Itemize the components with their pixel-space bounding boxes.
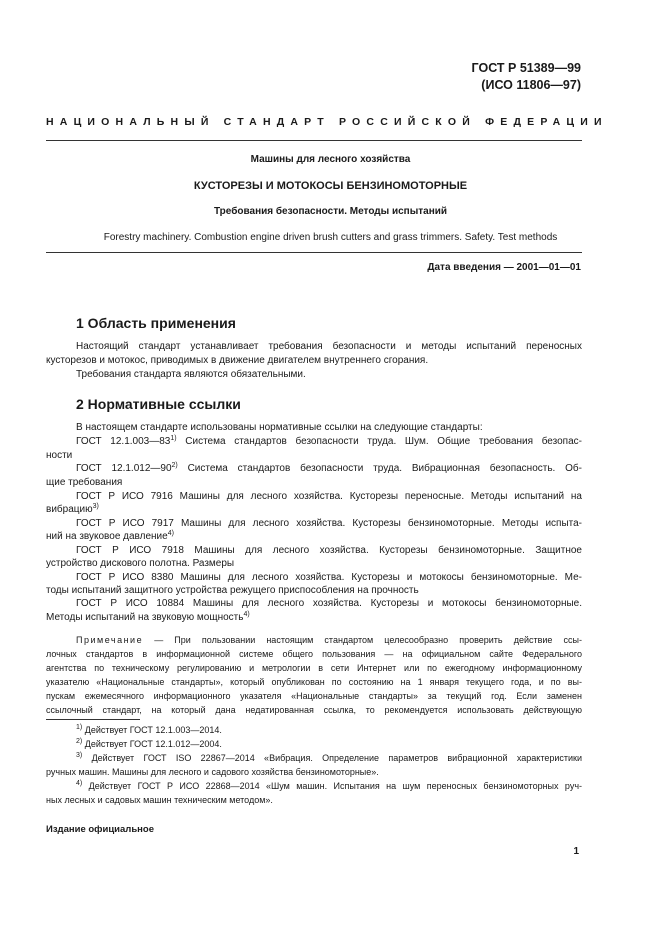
reference-line: ГОСТ 12.1.003—83$^{1)}$ Система стандартов безопасности труда. Шум. Общие требования безопас-: [76, 435, 582, 447]
note-line: Примечание — При пользовании настоящим стандартом целесообразно проверить действие ссы-: [76, 635, 582, 645]
reference-line: ГОСТ Р ИСО 10884 Машины для лесного хозяйства. Кусторезы и мотокосы бензиномоторные.: [76, 598, 582, 609]
reference-line: ности: [46, 450, 73, 461]
group-title: Машины для лесного хозяйства: [250, 154, 411, 165]
section-1-heading: 1 Область применения: [76, 315, 236, 331]
reference-line: щие требования: [46, 477, 123, 488]
national-standard-title: НАЦИОНАЛЬНЫЙ СТАНДАРТ РОССИЙСКОЙ ФЕДЕРАЦИИ: [46, 116, 608, 128]
reference-line: ГОСТ Р ИСО 7918 Машины для лесного хозяйства. Кусторезы бензиномоторные. Защитное: [76, 545, 582, 556]
iso-code: (ИСО 11806—97): [481, 78, 581, 92]
footnote-rule: [46, 719, 140, 720]
footnote-1: $^{1)}$ Действует ГОСТ 12.1.003—2014.: [76, 724, 222, 735]
footnote-3-line: $^{3)}$ Действует ГОСТ ISO 22867—2014 «Вибрация. Определение параметров вибрационной характеристики: [76, 752, 582, 763]
reference-line: устройство дискового полотна. Размеры: [46, 558, 235, 569]
note-line: ссылочный стандарт, на который дана недатированная ссылка, то рекомендуется использовать действующую: [46, 705, 582, 715]
note-line: агентства по техническому регулированию и метрологии в сети Интернет или по ежегодному информационному: [46, 663, 582, 673]
references-intro: В настоящем стандарте использованы нормативные ссылки на следующие стандарты:: [76, 422, 483, 433]
standard-code: ГОСТ Р 51389—99: [471, 61, 581, 75]
note-line: указателю «Национальные стандарты», который опубликован по состоянию на 1 января текущего года, и по вы-: [46, 677, 582, 687]
reference-line: ГОСТ Р ИСО 7917 Машины для лесного хозяйства. Кусторезы бензиномоторные. Методы испыта-: [76, 518, 582, 529]
reference-line: ГОСТ Р ИСО 7916 Машины для лесного хозяйства. Кусторезы переносные. Методы испытаний на: [76, 491, 582, 502]
note-line: лочных стандартов в информационной системе общего пользования — на официальном сайте Федерального: [46, 649, 582, 659]
section-1-para-line: Настоящий стандарт устанавливает требования безопасности и методы испытаний переносных: [76, 341, 582, 352]
footnote-4-line: ных лесных и садовых машин техническим методом».: [46, 795, 273, 805]
section-1-para-line: кусторезов и мотокос, приводимых в движение двигателем внутреннего сгорания.: [46, 355, 429, 366]
reference-line: вибрацию$^{3)}$: [46, 503, 99, 515]
section-1-para-2: Требования стандарта являются обязательными.: [76, 369, 306, 380]
edition-label: Издание официальное: [46, 824, 154, 835]
footnote-2: $^{2)}$ Действует ГОСТ 12.1.012—2004.: [76, 738, 222, 749]
english-title: Forestry machinery. Combustion engine driven brush cutters and grass trimmers. Safety. Test methods: [103, 232, 558, 243]
header-rule: [46, 140, 582, 141]
main-title: КУСТОРЕЗЫ И МОТОКОСЫ БЕНЗИНОМОТОРНЫЕ: [193, 180, 468, 192]
section-2-heading: 2 Нормативные ссылки: [76, 396, 241, 412]
footnote-4-line: $^{4)}$ Действует ГОСТ Р ИСО 22868—2014 «Шум машин. Испытания на шум переносных бензиномоторных руч-: [76, 780, 582, 791]
subtitle: Требования безопасности. Методы испытаний: [213, 206, 448, 217]
title-rule: [46, 252, 582, 253]
page-number: 1: [573, 846, 579, 857]
reference-line: ний на звуковое давление$^{4)}$: [46, 530, 174, 542]
note-line: пускам ежемесячного информационного указателя «Национальные стандарты» за текущий год. Если заменен: [46, 691, 582, 701]
introduction-date: Дата введения — 2001—01—01: [427, 262, 581, 273]
note-label: Примечание: [76, 635, 144, 645]
footnote-3-line: ручных машин. Машины для лесного и садового хозяйства бензиномоторные».: [46, 767, 379, 777]
reference-line: ГОСТ 12.1.012—90$^{2)}$ Система стандартов безопасности труда. Вибрационная безопасность. Об-: [76, 462, 582, 474]
reference-line: ГОСТ Р ИСО 8380 Машины для лесного хозяйства. Кусторезы и мотокосы бензиномоторные. Ме-: [76, 572, 582, 583]
reference-line: Методы испытаний на звуковую мощность$^{4)}$: [46, 611, 250, 623]
reference-line: тоды испытаний защитного устройства режущего приспособления на прочность: [46, 585, 419, 596]
